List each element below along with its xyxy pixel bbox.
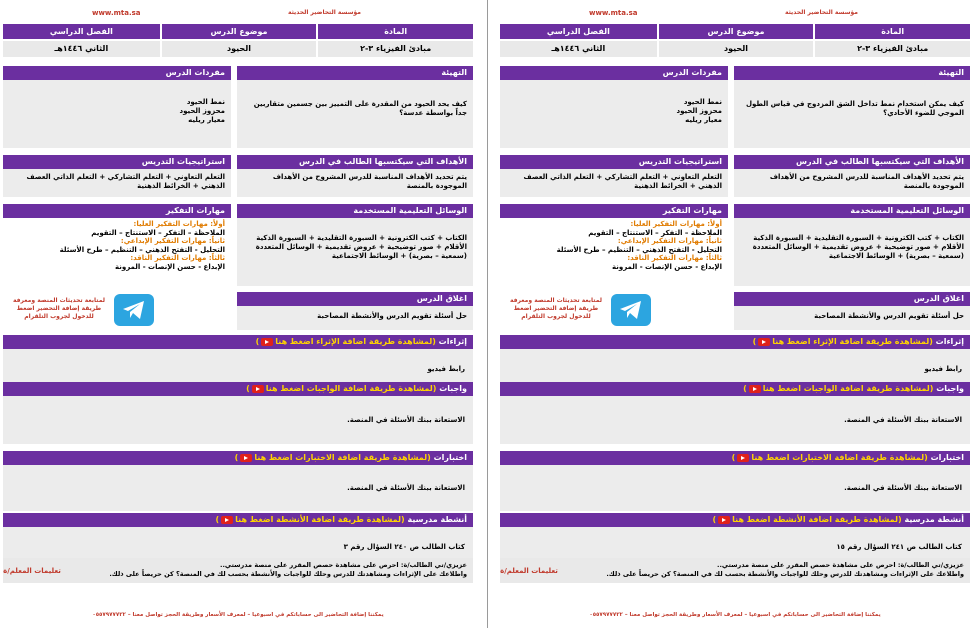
teacher-notes-text [558, 558, 970, 583]
thinking-skills-1: الملاحظة – التفكر – الاستنتاج – التقويم [588, 228, 722, 237]
thinking-heading-3: ثالثاً: مهارات التفكير الناقد: [627, 254, 722, 262]
strategies-box [3, 155, 231, 197]
thinking-skills-3: الإبداع - حسن الإنصات - المرونة [611, 262, 722, 271]
institution-name: مؤسسة التحاضير الحديثة [287, 9, 361, 16]
tests-header [3, 451, 473, 465]
header-semester: الفصل الدراسي [3, 24, 160, 39]
telegram-promo[interactable] [8, 292, 168, 332]
tests-title: اختبارات [433, 453, 467, 462]
lesson-info-table [3, 24, 473, 57]
tests-section [3, 451, 473, 511]
thinking-skills-2: التحليل - التفتح الذهني – التنظيم – طرح الأسئلة [59, 245, 225, 254]
page-footer: يمكننا إضافة التحاضير الى حساباتكم في اسبوعيا – لمعرف الأسعار وطريقة الحجز تواصل معنا – ٠٥٥٧٩٧٧٧٢٢ [589, 612, 881, 618]
lesson-plan-page-1 [0, 0, 476, 628]
vocab-list [500, 80, 728, 129]
thinking-title: مهارات التفكير [3, 204, 231, 218]
activities-help-link[interactable]: (لمشاهدة طريقة اضافة الأنشطة اضغط هنا) [215, 515, 405, 524]
header-subject: المادة [813, 24, 970, 39]
tests-help-link[interactable]: (لمشاهدة طريقة اضافة الاختبارات اضغط هنا) [731, 453, 928, 462]
homework-section [500, 382, 970, 444]
vocab-item: نمط الحيود [186, 98, 225, 106]
notes-line: واطلاعك على الإثراءات ومشاهدتك للدرس وحلك للواجبات والأنشطة بحسب لك في المنصة؟ كن حريصاً على ذلك. [606, 570, 964, 578]
thinking-skills-1: الملاحظة – التفكر – الاستنتاج – التقويم [91, 228, 225, 237]
header-subject: المادة [316, 24, 473, 39]
value-topic: الحيود [657, 41, 814, 57]
goals-title: الأهداف التي سيكتسبها الطالب في الدرس [237, 155, 473, 169]
closing-box [734, 292, 970, 330]
vocab-item: معيار ريليه [685, 116, 722, 124]
activities-content: كتاب الطالب ص ٢٤١ السؤال رقم ١٥ [500, 527, 970, 567]
tests-content: الاستعانة ببنك الأسئلة في المنصة. [3, 465, 473, 511]
enrich-title: إثراءات [438, 337, 467, 346]
media-title: الوسائل التعليمية المستخدمة [237, 204, 473, 218]
notes-line: واطلاعك على الإثراءات ومشاهدتك للدرس وحلك للواجبات والأنشطة بحسب لك في المنصة؟ كن حريصاً على ذلك. [109, 570, 467, 578]
strategies-box [500, 155, 728, 197]
homework-section [3, 382, 473, 444]
page-footer: يمكننا إضافة التحاضير الى حساباتكم في اسبوعيا – لمعرف الأسعار وطريقة الحجز تواصل معنا – ٠٥٥٧٩٧٧٧٢٢ [92, 612, 384, 618]
youtube-play-icon[interactable] [252, 385, 264, 393]
goals-box [734, 155, 970, 197]
homework-header [3, 382, 473, 396]
lesson-info-table [500, 24, 970, 57]
telegram-icon[interactable] [114, 294, 154, 326]
closing-title: اغلاق الدرس [237, 292, 473, 306]
value-semester: الثاني ١٤٤٦هـ [500, 41, 657, 57]
thinking-box [500, 204, 728, 286]
tests-section [500, 451, 970, 511]
tests-help-link[interactable]: (لمشاهدة طريقة اضافة الاختبارات اضغط هنا) [234, 453, 431, 462]
value-topic: الحيود [160, 41, 317, 57]
teacher-notes [500, 558, 970, 583]
enrich-header [3, 335, 473, 349]
strategies-text: التعلم التعاوني + التعلم التشاركي + التعلم الذاتي العصف الذهني + الخرائط الذهنية [26, 173, 225, 190]
institution-name: مؤسسة التحاضير الحديثة [784, 9, 858, 16]
thinking-skills-2: التحليل - التفتح الذهني – التنظيم – طرح الأسئلة [556, 245, 722, 254]
homework-title: واجبات [439, 384, 467, 393]
thinking-heading-2: ثانياً: مهارات التفكير الإبداعي: [617, 237, 722, 245]
teacher-notes-label: تعليمات المعلم/ة [3, 566, 61, 575]
telegram-promo[interactable] [505, 292, 665, 332]
thinking-heading-1: أولاً: مهارات التفكير العليا: [133, 220, 225, 228]
vocab-item: محزوز الحيود [676, 107, 722, 115]
media-text: الكتاب + كتب الكترونية + السبورة التقليدية + السبورة الذكية الأقلام + صور توضيحية + عروض تقديمية + الوسائل المتعددة (سمعية – بصرية) + الوسائط الاجتماعية [752, 234, 964, 260]
enrich-section [500, 335, 970, 388]
intro-title: التهيئة [237, 66, 473, 80]
telegram-icon[interactable] [611, 294, 651, 326]
youtube-play-icon[interactable] [261, 338, 273, 346]
page-header [0, 7, 476, 19]
strategies-title: استراتيجيات التدريس [3, 155, 231, 169]
vocab-title: مفردات الدرس [500, 66, 728, 80]
intro-box [237, 66, 473, 148]
intro-text: كيف يحد الحيود من المقدرة على التمييز بين جسمين متقاربين جداً بواسطة عدسة؟ [253, 100, 467, 117]
goals-box [237, 155, 473, 197]
homework-help-link[interactable]: (لمشاهدة طريقة اضافة الواجبات اضغط هنا) [743, 384, 934, 393]
youtube-play-icon[interactable] [758, 338, 770, 346]
value-subject: مبادئ الفيزياء ٣-٢ [813, 41, 970, 57]
enrich-help-link[interactable]: (لمشاهدة طريقة اضافة الإثراء اضغط هنا) [752, 337, 933, 346]
goals-text: يتم تحديد الأهداف المناسبة للدرس المشروح من الأهداف الموجودة بالمنصة [769, 173, 964, 190]
homework-content: الاستعانة ببنك الأسئلة في المنصة. [500, 396, 970, 444]
header-semester: الفصل الدراسي [500, 24, 657, 39]
thinking-skills-3: الإبداع - حسن الإنصات - المرونة [114, 262, 225, 271]
intro-box [734, 66, 970, 148]
goals-text: يتم تحديد الأهداف المناسبة للدرس المشروح من الأهداف الموجودة بالمنصة [272, 173, 467, 190]
vocab-box [500, 66, 728, 148]
thinking-heading-2: ثانياً: مهارات التفكير الإبداعي: [120, 237, 225, 245]
homework-title: واجبات [936, 384, 964, 393]
homework-header [500, 382, 970, 396]
header-topic: موضوع الدرس [160, 24, 317, 39]
thinking-title: مهارات التفكير [500, 204, 728, 218]
page-divider [487, 0, 488, 628]
youtube-play-icon[interactable] [749, 385, 761, 393]
vocab-list [3, 80, 231, 129]
homework-content: الاستعانة ببنك الأسئلة في المنصة. [3, 396, 473, 444]
site-url[interactable]: www.mta.sa [92, 9, 141, 17]
youtube-play-icon[interactable] [737, 454, 749, 462]
notes-line: عزيزي/تي الطالب/ة: احرص على مشاهدة حصص المقرر على منصة مدرستي.. [716, 561, 964, 569]
header-topic: موضوع الدرس [657, 24, 814, 39]
telegram-text[interactable]: لمتابعة تحديثات المنصة ومعرفة طريقة إضافة التحضير اضغط للدخول لجروب التلقرام [509, 297, 602, 320]
enrich-content: رابط فيديو [500, 349, 970, 388]
activities-title: أنشطة مدرسية [904, 515, 964, 524]
activities-title: أنشطة مدرسية [407, 515, 467, 524]
closing-text: حل أسئلة تقويم الدرس والأنشطة المصاحبة [317, 312, 467, 320]
youtube-play-icon[interactable] [718, 516, 730, 524]
vocab-box [3, 66, 231, 148]
enrich-content: رابط فيديو [3, 349, 473, 388]
lesson-plan-page-2 [497, 0, 973, 628]
media-box [237, 204, 473, 286]
tests-title: اختبارات [930, 453, 964, 462]
activities-header [500, 513, 970, 527]
thinking-list [3, 218, 231, 273]
vocab-item: محزوز الحيود [179, 107, 225, 115]
notes-line: عزيزي/تي الطالب/ة: احرص على مشاهدة حصص المقرر على منصة مدرستي.. [219, 561, 467, 569]
goals-title: الأهداف التي سيكتسبها الطالب في الدرس [734, 155, 970, 169]
youtube-play-icon[interactable] [240, 454, 252, 462]
homework-help-link[interactable]: (لمشاهدة طريقة اضافة الواجبات اضغط هنا) [246, 384, 437, 393]
thinking-heading-3: ثالثاً: مهارات التفكير الناقد: [130, 254, 225, 262]
closing-box [237, 292, 473, 330]
intro-title: التهيئة [734, 66, 970, 80]
teacher-notes [3, 558, 473, 583]
site-url[interactable]: www.mta.sa [589, 9, 638, 17]
teacher-notes-label: تعليمات المعلم/ة [500, 566, 558, 575]
activities-content: كتاب الطالب ص ٢٤٠ السؤال رقم ٣ [3, 527, 473, 567]
closing-title: اغلاق الدرس [734, 292, 970, 306]
thinking-box [3, 204, 231, 286]
thinking-heading-1: أولاً: مهارات التفكير العليا: [630, 220, 722, 228]
tests-content: الاستعانة ببنك الأسئلة في المنصة. [500, 465, 970, 511]
tests-header [500, 451, 970, 465]
enrich-title: إثراءات [935, 337, 964, 346]
strategies-text: التعلم التعاوني + التعلم التشاركي + التعلم الذاتي العصف الذهني + الخرائط الذهنية [523, 173, 722, 190]
vocab-item: نمط الحيود [683, 98, 722, 106]
teacher-notes-text [61, 558, 473, 583]
value-subject: مبادئ الفيزياء ٣-٢ [316, 41, 473, 57]
closing-text: حل أسئلة تقويم الدرس والأنشطة المصاحبة [814, 312, 964, 320]
intro-text: كيف يمكن استخدام نمط تداخل الشق المزدوج في قياس الطول الموجي للضوء الأحادي؟ [745, 100, 964, 117]
page-header [497, 7, 973, 19]
media-title: الوسائل التعليمية المستخدمة [734, 204, 970, 218]
youtube-play-icon[interactable] [221, 516, 233, 524]
vocab-title: مفردات الدرس [3, 66, 231, 80]
enrich-help-link[interactable]: (لمشاهدة طريقة اضافة الإثراء اضغط هنا) [255, 337, 436, 346]
activities-header [3, 513, 473, 527]
telegram-text[interactable]: لمتابعة تحديثات المنصة ومعرفة طريقة إضافة التحضير اضغط للدخول لجروب التلقرام [12, 297, 105, 320]
vocab-item: معيار ريليه [188, 116, 225, 124]
strategies-title: استراتيجيات التدريس [500, 155, 728, 169]
media-text: الكتاب + كتب الكترونية + السبورة التقليدية + السبورة الذكية الأقلام + صور توضيحية + عروض تقديمية + الوسائل المتعددة (سمعية – بصرية) + الوسائط الاجتماعية [255, 234, 467, 260]
media-box [734, 204, 970, 286]
enrich-section [3, 335, 473, 388]
value-semester: الثاني ١٤٤٦هـ [3, 41, 160, 57]
thinking-list [500, 218, 728, 273]
enrich-header [500, 335, 970, 349]
activities-help-link[interactable]: (لمشاهدة طريقة اضافة الأنشطة اضغط هنا) [712, 515, 902, 524]
